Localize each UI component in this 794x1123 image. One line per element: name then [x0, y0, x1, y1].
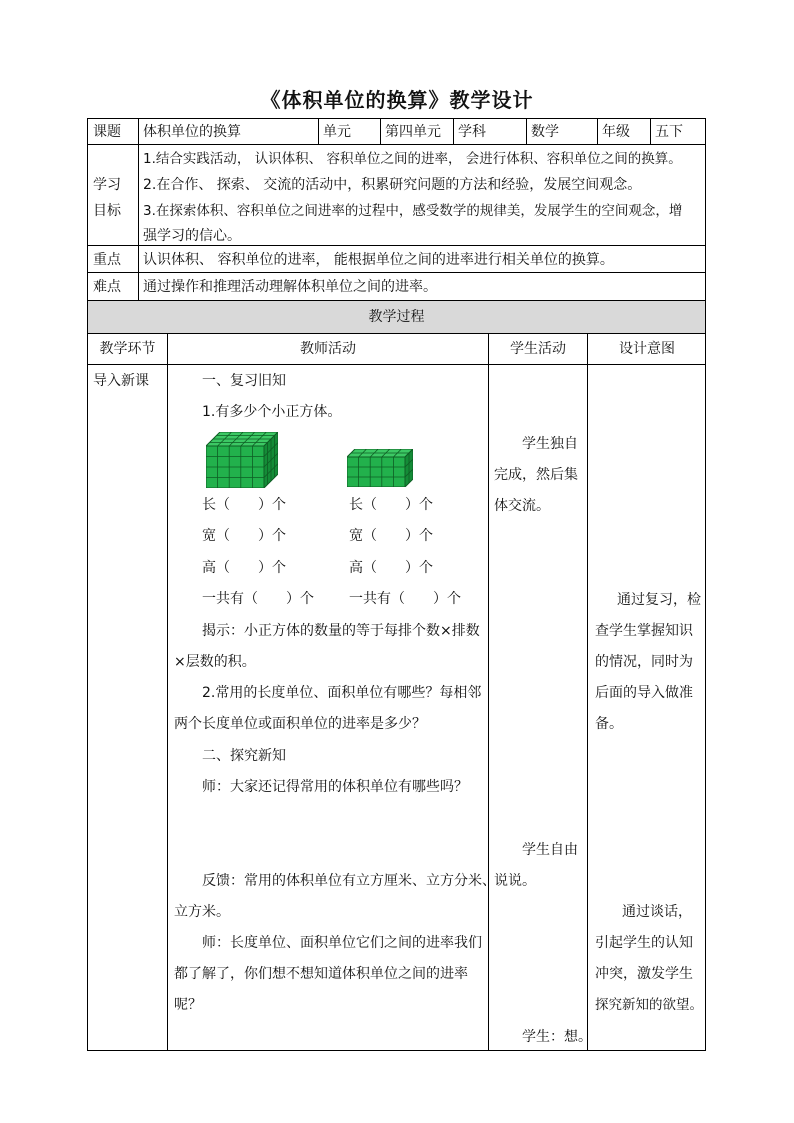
column-header-teacher: 教师活动: [300, 341, 356, 357]
key-point-label: 重点: [93, 252, 121, 268]
feedback-text: 立方米。: [174, 904, 230, 920]
student-activity: 学生独自: [522, 436, 578, 452]
teacher-speech: 呢？: [174, 997, 202, 1013]
subject-value: 数学: [531, 124, 559, 140]
student-activity: 学生自由: [522, 842, 578, 858]
dimension-blank: 高（ ）个: [349, 560, 433, 576]
document-title: 《体积单位的换算》教学设计: [260, 88, 534, 112]
design-intent: 通过复习，检: [617, 592, 701, 608]
cube-block-small: [347, 449, 413, 487]
student-activity: 完成，然后集: [494, 467, 578, 483]
row-divider: [87, 364, 706, 365]
design-intent: 备。: [595, 716, 623, 732]
dimension-blank: 高（ ）个: [202, 560, 286, 576]
question: 两个长度单位或面积单位的进率是多少？: [174, 716, 426, 732]
goal-line: 1.结合实践活动， 认识体积、 容积单位之间的进率， 会进行体积、容积单位之间的换算。: [143, 151, 682, 167]
design-intent: 的情况，同时为: [595, 654, 693, 670]
student-activity: 体交流。: [494, 498, 550, 514]
topic-label: 课题: [93, 124, 121, 140]
goals-label: 学习: [93, 177, 121, 193]
row-divider: [87, 333, 706, 334]
col-divider: [526, 118, 527, 144]
teacher-speech: 都了解了，你们想不想知道体积单位之间的进率: [174, 966, 468, 982]
unit-value: 第四单元: [385, 124, 441, 140]
col-divider: [318, 118, 319, 144]
col-divider: [380, 118, 381, 144]
process-header: 教学过程: [368, 309, 425, 325]
row-divider: [87, 245, 706, 246]
unit-label: 单元: [323, 124, 351, 140]
section-heading: 一、复习旧知: [202, 373, 286, 389]
col-divider: [488, 333, 489, 1051]
goal-line: 3.在探索体积、容积单位之间进率的过程中，感受数学的规律美，发展学生的空间观念，增: [143, 203, 683, 219]
topic-value: 体积单位的换算: [143, 124, 241, 140]
cube-block-large: [206, 432, 278, 488]
row-divider: [87, 144, 706, 145]
design-intent: 通过谈话，: [622, 904, 692, 920]
design-intent: 后面的导入做准: [595, 685, 693, 701]
subject-label: 学科: [458, 124, 486, 140]
dimension-blank: 一共有（ ）个: [349, 591, 461, 607]
row-divider: [87, 300, 706, 301]
reveal-text: 揭示：小正方体的数量的等于每排个数×排数: [202, 623, 480, 639]
question: 1.有多少个小正方体。: [202, 404, 342, 420]
col-divider: [453, 118, 454, 144]
col-divider: [597, 118, 598, 144]
section-heading: 二、探究新知: [202, 748, 286, 764]
dimension-blank: 宽（ ）个: [202, 528, 286, 544]
stage-label: 导入新课: [93, 373, 149, 389]
goal-line: 2.在合作、 探索、 交流的活动中，积累研究问题的方法和经验，发展空间观念。: [143, 177, 642, 193]
design-intent: 引起学生的认知: [595, 935, 693, 951]
grade-value: 五下: [655, 124, 683, 140]
goal-line: 强学习的信心。: [143, 228, 241, 244]
col-divider: [167, 333, 168, 1051]
grade-label: 年级: [602, 124, 630, 140]
difficulty-label: 难点: [93, 279, 121, 295]
column-header-stage: 教学环节: [99, 341, 156, 357]
col-divider: [650, 118, 651, 144]
dimension-blank: 长（ ）个: [349, 497, 433, 513]
reveal-text: ×层数的积。: [174, 654, 256, 670]
goals-label: 目标: [93, 203, 121, 219]
col-divider: [587, 333, 588, 1051]
dimension-blank: 一共有（ ）个: [202, 591, 314, 607]
dimension-blank: 宽（ ）个: [349, 528, 433, 544]
col-divider: [138, 118, 139, 300]
teacher-speech: 师：长度单位、面积单位它们之间的进率我们: [202, 935, 482, 951]
column-header-intent: 设计意图: [619, 341, 675, 357]
question: 2.常用的长度单位、面积单位有哪些？每相邻: [202, 685, 482, 701]
design-intent: 冲突，激发学生: [595, 966, 693, 982]
dimension-blank: 长（ ）个: [202, 497, 286, 513]
difficulty-text: 通过操作和推理活动理解体积单位之间的进率。: [143, 279, 437, 295]
design-intent: 探究新知的欲望。: [595, 997, 703, 1013]
row-divider: [87, 272, 706, 273]
student-activity: 学生：想。: [522, 1029, 592, 1045]
student-activity: 说说。: [494, 873, 536, 889]
teacher-question: 师：大家还记得常用的体积单位有哪些吗？: [202, 779, 468, 795]
key-point-text: 认识体积、 容积单位的进率， 能根据单位之间的进率进行相关单位的换算。: [143, 252, 614, 268]
column-header-student: 学生活动: [510, 341, 566, 357]
design-intent: 查学生掌握知识: [595, 623, 693, 639]
feedback-text: 反馈：常用的体积单位有立方厘米、立方分米、: [202, 873, 496, 889]
